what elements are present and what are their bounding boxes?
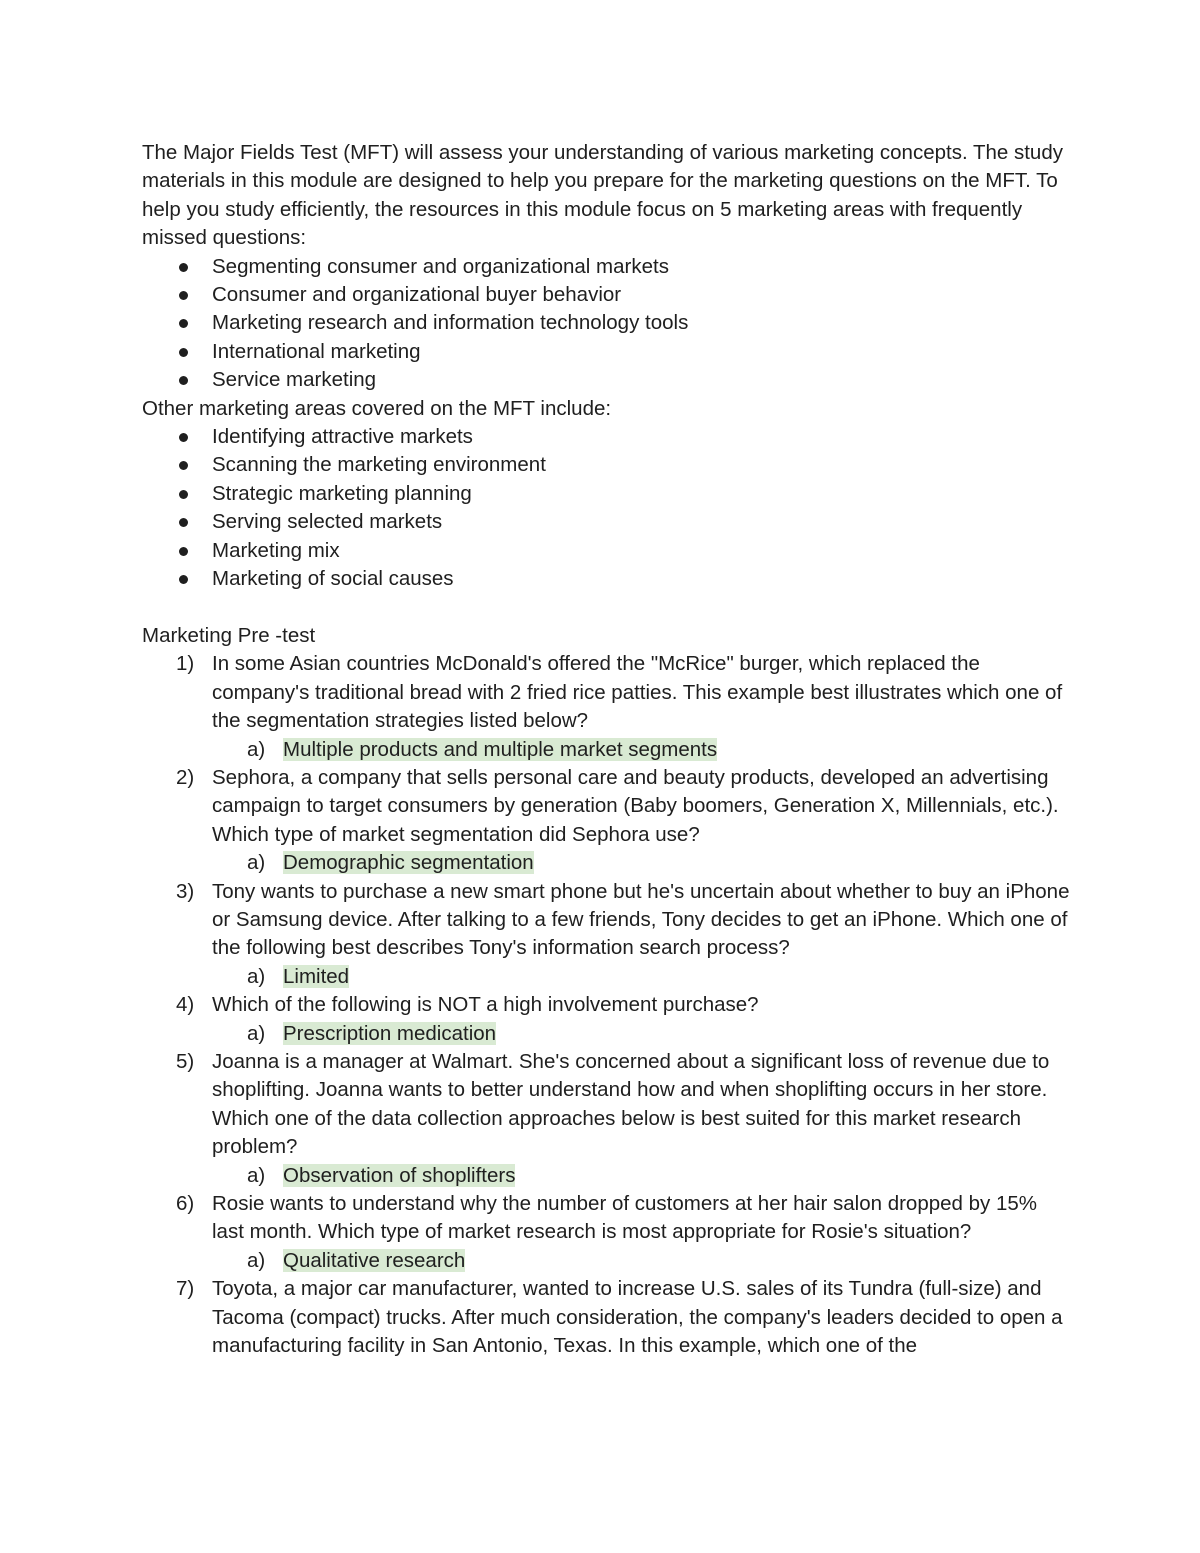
question-item	[142, 650, 1072, 764]
list-item	[142, 508, 1072, 536]
list-item	[142, 537, 1072, 565]
list-item	[142, 451, 1072, 479]
list-item	[142, 423, 1072, 451]
list-item	[142, 565, 1072, 593]
answer-letter: a)	[247, 1248, 266, 1272]
bullet-icon	[179, 376, 188, 385]
list-item-text: Marketing mix	[212, 538, 340, 562]
answer-item	[142, 1162, 1072, 1190]
list-item	[142, 281, 1072, 309]
answer-highlight: Demographic segmentation	[283, 851, 534, 875]
list-item-text: Identifying attractive markets	[212, 425, 473, 449]
answer-highlight: Multiple products and multiple market segments	[283, 737, 718, 761]
pretest-heading: Marketing Pre -test	[142, 623, 316, 647]
blank-line	[142, 594, 1072, 622]
bullet-icon	[179, 461, 188, 470]
other-areas-heading: Other marketing areas covered on the MFT include:	[142, 396, 612, 420]
list-item-text: Serving selected markets	[212, 510, 443, 534]
list-item	[142, 309, 1072, 337]
bullet-icon	[179, 263, 188, 272]
bullet-icon	[179, 319, 188, 328]
question-number: 4)	[176, 993, 195, 1017]
answer-highlight: Observation of shoplifters	[283, 1163, 516, 1187]
bullet-icon	[179, 575, 188, 584]
question-item	[142, 764, 1072, 878]
answer-letter: a)	[247, 1021, 266, 1045]
other-areas-list	[142, 423, 1072, 593]
bullet-icon	[179, 291, 188, 300]
list-item-text: Marketing research and information technology tools	[212, 311, 689, 335]
question-number: 3)	[176, 879, 195, 903]
list-item-text: Segmenting consumer and organizational markets	[212, 254, 669, 278]
list-item	[142, 480, 1072, 508]
list-item	[142, 253, 1072, 281]
list-item	[142, 338, 1072, 366]
question-item	[142, 1190, 1072, 1275]
answer-highlight: Qualitative research	[283, 1248, 466, 1272]
answer-letter: a)	[247, 851, 266, 875]
question-item	[142, 1048, 1072, 1190]
answer-item	[142, 963, 1072, 991]
question-text: Sephora, a company that sells personal care and beauty products, developed an advertising campaign to target consumers by generation (Baby boomers, Generation X, Millennials, etc.). Which type of market segmentation did Sephora use?	[212, 765, 1059, 846]
list-item-text: International marketing	[212, 339, 421, 363]
question-item	[142, 991, 1072, 1048]
list-item	[142, 366, 1072, 394]
answer-letter: a)	[247, 737, 266, 761]
question-text: Toyota, a major car manufacturer, wanted to increase U.S. sales of its Tundra (full-size) and Tacoma (compact) trucks. After much consideration, the company's leaders decided to open a manufacturing facility in San Antonio, Texas. In this example, which one of the	[212, 1277, 1063, 1358]
question-number: 7)	[176, 1277, 195, 1301]
question-text: Joanna is a manager at Walmart. She's concerned about a significant loss of revenue due to shoplifting. Joanna wants to better understand how and when shoplifting occurs in her store. Which one of the data collection approaches below is best suited for this market research problem?	[212, 1049, 1050, 1159]
list-item-text: Consumer and organizational buyer behavior	[212, 283, 622, 307]
answer-highlight: Limited	[283, 964, 350, 988]
list-item-text: Strategic marketing planning	[212, 481, 472, 505]
question-item	[142, 878, 1072, 992]
question-text: Which of the following is NOT a high involvement purchase?	[212, 993, 759, 1017]
answer-item	[142, 1020, 1072, 1048]
question-text: In some Asian countries McDonald's offered the "McRice" burger, which replaced the company's traditional bread with 2 fried rice patties. This example best illustrates which one of the segmentation strategies listed below?	[212, 652, 1063, 733]
list-item-text: Service marketing	[212, 368, 377, 392]
question-number: 6)	[176, 1192, 195, 1216]
question-number: 2)	[176, 765, 195, 789]
answer-highlight: Prescription medication	[283, 1021, 497, 1045]
pretest-questions	[142, 650, 1072, 1360]
document-content	[142, 139, 1072, 1360]
answer-item	[142, 736, 1072, 764]
list-item-text: Marketing of social causes	[212, 567, 454, 591]
bullet-icon	[179, 433, 188, 442]
question-number: 5)	[176, 1049, 195, 1073]
focus-areas-list	[142, 253, 1072, 395]
question-number: 1)	[176, 652, 195, 676]
answer-item	[142, 849, 1072, 877]
bullet-icon	[179, 518, 188, 527]
bullet-icon	[179, 490, 188, 499]
bullet-icon	[179, 348, 188, 357]
answer-item	[142, 1247, 1072, 1275]
answer-letter: a)	[247, 964, 266, 988]
intro-paragraph: The Major Fields Test (MFT) will assess your understanding of various marketing concepts. The study materials in this module are designed to help you prepare for the marketing questions on the MFT. To help you study efficiently, the resources in this module focus on 5 marketing areas with frequently missed questions:	[142, 141, 1063, 250]
list-item-text: Scanning the marketing environment	[212, 453, 546, 477]
bullet-icon	[179, 547, 188, 556]
answer-letter: a)	[247, 1163, 266, 1187]
question-item	[142, 1275, 1072, 1360]
question-text: Rosie wants to understand why the number of customers at her hair salon dropped by 15% last month. Which type of market research is most appropriate for Rosie's situation?	[212, 1192, 1038, 1244]
question-text: Tony wants to purchase a new smart phone but he's uncertain about whether to buy an iPhone or Samsung device. After talking to a few friends, Tony decides to get an iPhone. Which one of the following best describes Tony's information search process?	[212, 879, 1070, 960]
